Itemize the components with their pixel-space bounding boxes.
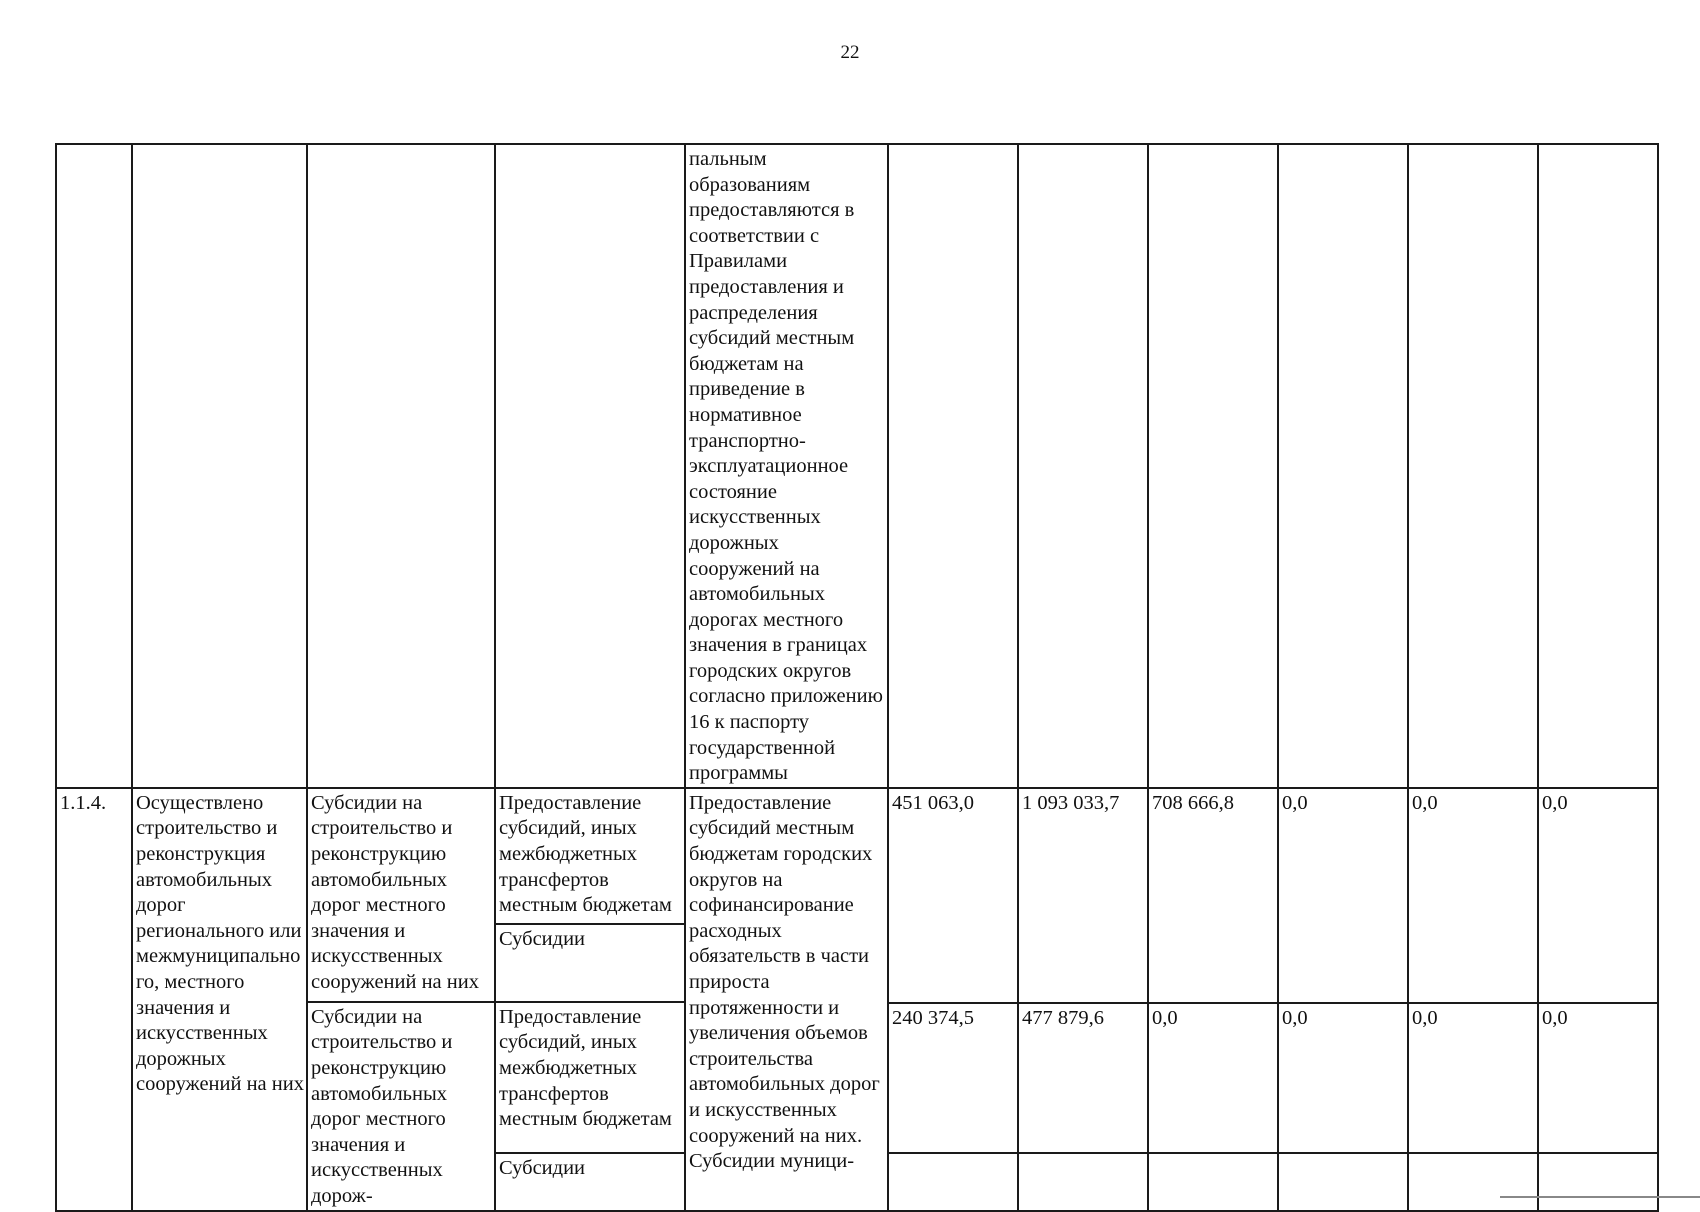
form-text-2: Субсидии (499, 1156, 586, 1179)
empty-value-cell-6 (1538, 1153, 1658, 1211)
description-cell (685, 788, 888, 1211)
empty-value-cell-2 (1018, 1153, 1148, 1211)
value-1-6: 0,0 (1542, 791, 1568, 814)
form-cell-1 (495, 924, 685, 1002)
result-text: Осуществлено строительство и реконструкция автомобильных дорог регионального или межмуниципального, местного значения и искусственных дорожных сооружений на них (136, 791, 304, 1096)
value-cell-2-1 (888, 1003, 1018, 1153)
direction-text-1: Субсидии на строительство и реконструкцию автомобильных дорог местного значения и искусственных сооружений на них (311, 791, 479, 993)
value-cell-2-4 (1278, 1003, 1408, 1153)
value-cell-1-5 (1408, 788, 1538, 1003)
form-cell-2 (495, 1153, 685, 1211)
value-2-4: 0,0 (1282, 1006, 1308, 1029)
continued-value-cell-3 (1148, 144, 1278, 788)
type-cell-2 (495, 1002, 685, 1153)
value-cell-2-3 (1148, 1003, 1278, 1153)
continued-number-cell (56, 144, 132, 788)
continued-value-cell-4 (1278, 144, 1408, 788)
value-1-3: 708 666,8 (1152, 791, 1234, 814)
empty-value-cell-5 (1408, 1153, 1538, 1211)
value-cell-2-2 (1018, 1003, 1148, 1153)
direction-cell-1 (307, 788, 495, 1002)
value-cell-1-2 (1018, 788, 1148, 1003)
empty-value-cell-4 (1278, 1153, 1408, 1211)
continued-description: пальным образованиям предоставляются в соответствии с Правилами предоставления и распределения субсидий местным бюджетам на приведение в нормативное транспортно-эксплуатационное состояние искусственных дорожных сооружений на автомобильных дорогах местного значения в границах городских округов согласно приложению 16 к паспорту государственной программы (689, 148, 883, 785)
continued-value-cell-2 (1018, 144, 1148, 788)
empty-value-cell-1 (888, 1153, 1018, 1211)
page-number: 22 (840, 42, 860, 63)
budget-table (55, 143, 1659, 1212)
description-text: Предоставление субсидий местным бюджетам городских округов на софинансирование расходных обязательств в части прироста протяженности и увеличения объемов строительства автомобильных дорог и искусственных сооружений на них. Субсидии муници- (689, 791, 880, 1173)
value-1-2: 1 093 033,7 (1022, 791, 1120, 814)
value-cell-2-6 (1538, 1003, 1658, 1153)
value-1-1: 451 063,0 (892, 791, 974, 814)
continued-value-cell-5 (1408, 144, 1538, 788)
type-text-2: Предоставление субсидий, иных межбюджетных трансфертов местным бюджетам (499, 1005, 672, 1131)
value-1-4: 0,0 (1282, 791, 1308, 814)
value-1-5: 0,0 (1412, 791, 1438, 814)
continued-direction-cell (307, 144, 495, 788)
continued-result-cell (132, 144, 307, 788)
continued-description-cell (685, 144, 888, 788)
value-cell-1-1 (888, 788, 1018, 1003)
value-cell-1-6 (1538, 788, 1658, 1003)
direction-text-2: Субсидии на строительство и реконструкцию автомобильных дорог местного значения и искусственных дорож- (311, 1005, 453, 1207)
row-number-cell (56, 788, 132, 1211)
result-cell (132, 788, 307, 1211)
value-2-3: 0,0 (1152, 1006, 1178, 1029)
empty-value-cell-3 (1148, 1153, 1278, 1211)
value-2-5: 0,0 (1412, 1006, 1438, 1029)
continued-value-cell-1 (888, 144, 1018, 788)
type-cell-1 (495, 788, 685, 924)
row-number: 1.1.4. (60, 791, 107, 814)
form-text-1: Субсидии (499, 927, 586, 950)
type-text-1: Предоставление субсидий, иных межбюджетных трансфертов местным бюджетам (499, 791, 672, 917)
continued-row (56, 144, 1658, 788)
bottom-divider (1500, 1196, 1700, 1198)
continued-value-cell-6 (1538, 144, 1658, 788)
value-2-1: 240 374,5 (892, 1006, 974, 1029)
value-cell-1-3 (1148, 788, 1278, 1003)
row-1-1-4-sub-1-upper (56, 788, 1658, 924)
direction-cell-2 (307, 1002, 495, 1211)
value-cell-2-5 (1408, 1003, 1538, 1153)
value-2-6: 0,0 (1542, 1006, 1568, 1029)
continued-type-cell (495, 144, 685, 788)
value-2-2: 477 879,6 (1022, 1006, 1104, 1029)
value-cell-1-4 (1278, 788, 1408, 1003)
